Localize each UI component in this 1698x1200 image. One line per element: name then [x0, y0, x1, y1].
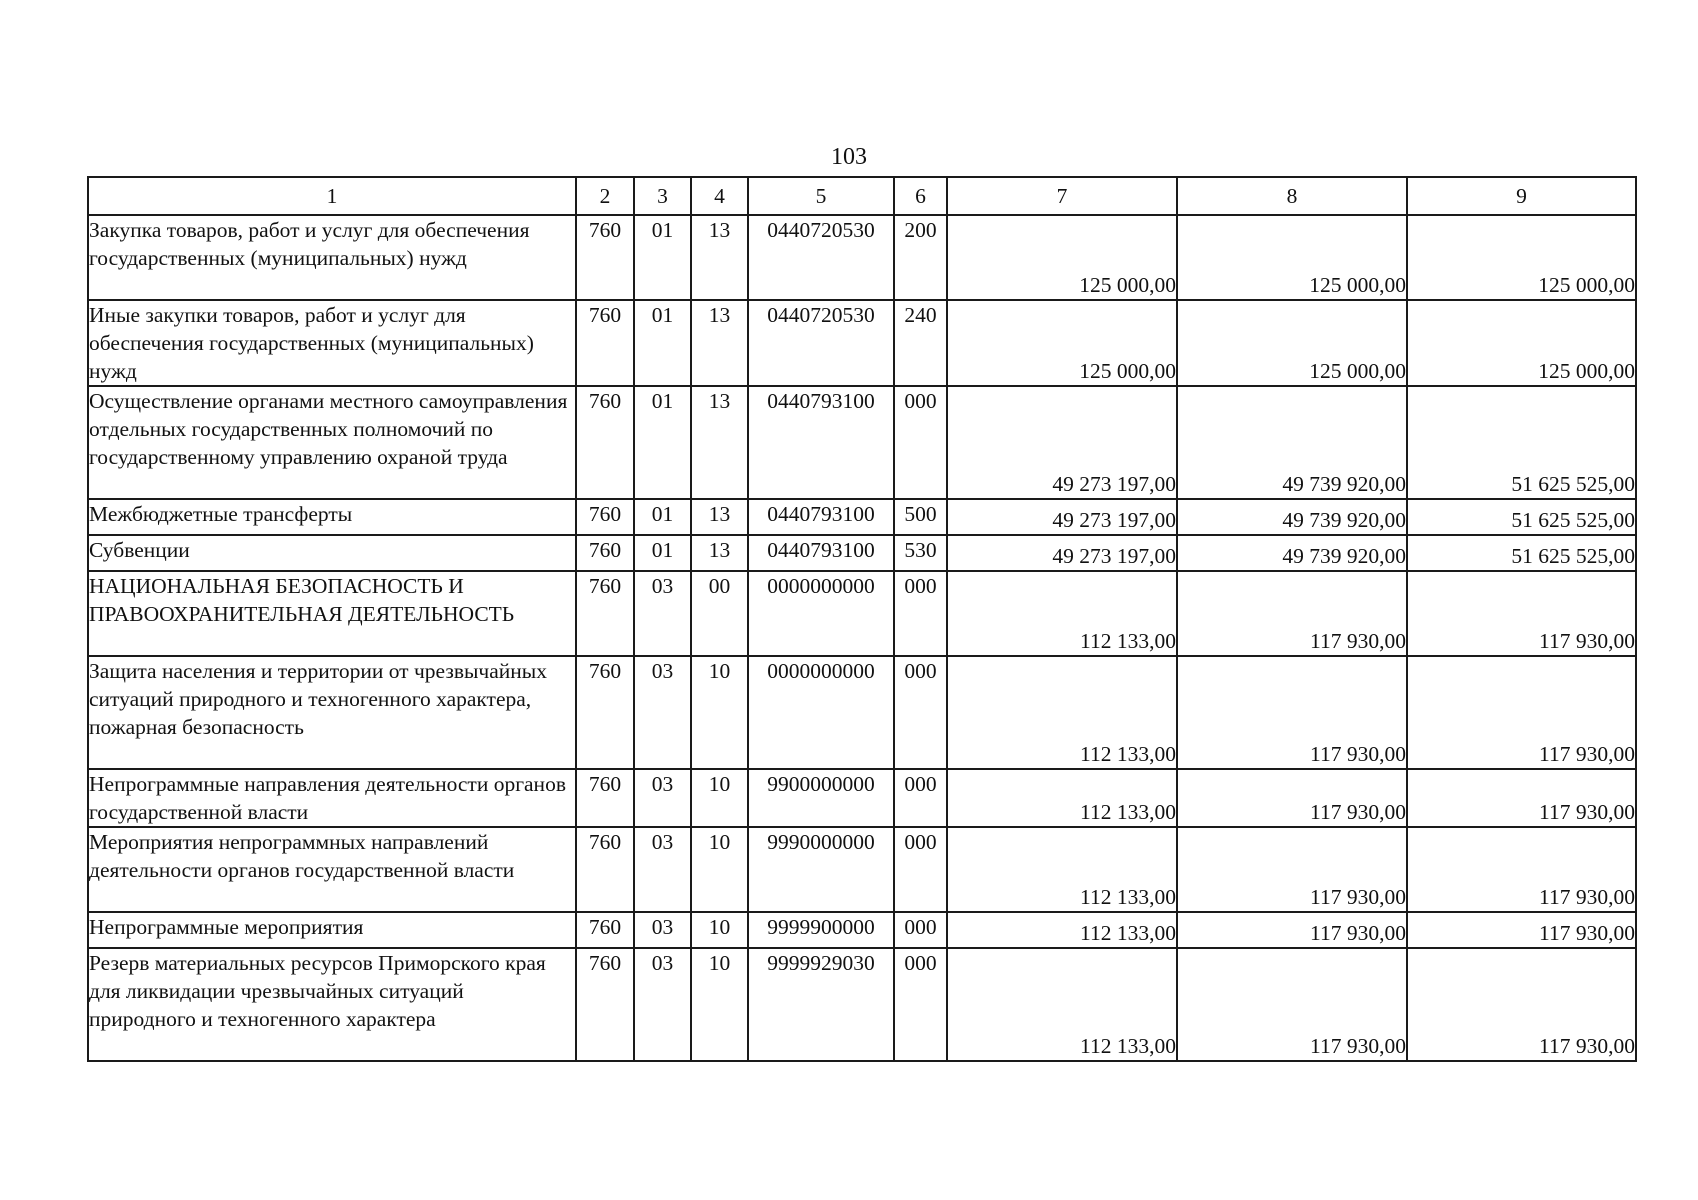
cell-expense-type: 500: [894, 499, 947, 535]
cell-subsection: 10: [691, 827, 748, 912]
column-header: 4: [691, 177, 748, 215]
cell-amount-7: 112 133,00: [947, 948, 1177, 1061]
cell-amount-8: 117 930,00: [1177, 948, 1407, 1061]
cell-admin-code: 760: [576, 769, 634, 827]
table-row: [88, 912, 1636, 948]
table-row: [88, 827, 1636, 912]
table-row: [88, 215, 1636, 300]
cell-name: Межбюджетные трансферты: [88, 499, 576, 535]
cell-amount-9: 117 930,00: [1407, 948, 1636, 1061]
cell-amount-7: 125 000,00: [947, 300, 1177, 386]
cell-subsection: 10: [691, 656, 748, 769]
cell-amount-8: 49 739 920,00: [1177, 386, 1407, 499]
cell-amount-9: 125 000,00: [1407, 215, 1636, 300]
cell-name: Осуществление органами местного самоуправления отдельных государственных полномочий по государственному управлению охраной труда: [88, 386, 576, 499]
cell-expense-type: 000: [894, 827, 947, 912]
cell-admin-code: 760: [576, 535, 634, 571]
cell-name: Субвенции: [88, 535, 576, 571]
table-row: [88, 948, 1636, 1061]
cell-amount-8: 49 739 920,00: [1177, 535, 1407, 571]
cell-amount-9: 117 930,00: [1407, 827, 1636, 912]
cell-section: 03: [634, 948, 691, 1061]
cell-target-article: 9990000000: [748, 827, 894, 912]
cell-amount-7: 112 133,00: [947, 827, 1177, 912]
cell-name: Резерв материальных ресурсов Приморского края для ликвидации чрезвычайных ситуаций природного и техногенного характера: [88, 948, 576, 1061]
cell-subsection: 10: [691, 769, 748, 827]
table-row: [88, 499, 1636, 535]
cell-target-article: 0000000000: [748, 656, 894, 769]
page-number: 103: [831, 144, 867, 170]
cell-amount-8: 49 739 920,00: [1177, 499, 1407, 535]
table-row: [88, 386, 1636, 499]
cell-amount-9: 51 625 525,00: [1407, 499, 1636, 535]
cell-amount-8: 117 930,00: [1177, 571, 1407, 656]
cell-name: Иные закупки товаров, работ и услуг для обеспечения государственных (муниципальных) нужд: [88, 300, 576, 386]
cell-admin-code: 760: [576, 499, 634, 535]
table-row: [88, 300, 1636, 386]
cell-amount-9: 117 930,00: [1407, 571, 1636, 656]
cell-target-article: 9999929030: [748, 948, 894, 1061]
cell-expense-type: 000: [894, 769, 947, 827]
cell-target-article: 9900000000: [748, 769, 894, 827]
cell-admin-code: 760: [576, 656, 634, 769]
table-row: [88, 571, 1636, 656]
cell-amount-8: 117 930,00: [1177, 769, 1407, 827]
cell-amount-7: 112 133,00: [947, 656, 1177, 769]
cell-section: 01: [634, 300, 691, 386]
cell-subsection: 10: [691, 948, 748, 1061]
cell-section: 03: [634, 827, 691, 912]
cell-section: 01: [634, 215, 691, 300]
cell-section: 01: [634, 499, 691, 535]
cell-amount-8: 125 000,00: [1177, 300, 1407, 386]
cell-amount-7: 125 000,00: [947, 215, 1177, 300]
cell-expense-type: 200: [894, 215, 947, 300]
cell-expense-type: 000: [894, 948, 947, 1061]
cell-admin-code: 760: [576, 571, 634, 656]
cell-amount-8: 125 000,00: [1177, 215, 1407, 300]
cell-target-article: 0000000000: [748, 571, 894, 656]
cell-name: Закупка товаров, работ и услуг для обеспечения государственных (муниципальных) нужд: [88, 215, 576, 300]
header-row: [88, 177, 1636, 215]
cell-name: Непрограммные направления деятельности органов государственной власти: [88, 769, 576, 827]
cell-admin-code: 760: [576, 386, 634, 499]
cell-amount-7: 49 273 197,00: [947, 535, 1177, 571]
cell-subsection: 13: [691, 300, 748, 386]
cell-target-article: 9999900000: [748, 912, 894, 948]
cell-admin-code: 760: [576, 827, 634, 912]
cell-amount-7: 112 133,00: [947, 571, 1177, 656]
cell-amount-7: 49 273 197,00: [947, 499, 1177, 535]
cell-amount-9: 51 625 525,00: [1407, 535, 1636, 571]
cell-amount-9: 51 625 525,00: [1407, 386, 1636, 499]
cell-amount-7: 112 133,00: [947, 912, 1177, 948]
cell-section: 03: [634, 571, 691, 656]
cell-amount-9: 117 930,00: [1407, 769, 1636, 827]
cell-expense-type: 530: [894, 535, 947, 571]
column-header: 7: [947, 177, 1177, 215]
cell-section: 01: [634, 535, 691, 571]
column-header: 3: [634, 177, 691, 215]
column-header: 2: [576, 177, 634, 215]
cell-amount-8: 117 930,00: [1177, 656, 1407, 769]
cell-expense-type: 000: [894, 571, 947, 656]
table-row: [88, 769, 1636, 827]
cell-name: Защита населения и территории от чрезвычайных ситуаций природного и техногенного характера, пожарная безопасность: [88, 656, 576, 769]
cell-target-article: 0440793100: [748, 499, 894, 535]
cell-section: 03: [634, 656, 691, 769]
cell-subsection: 00: [691, 571, 748, 656]
cell-amount-7: 49 273 197,00: [947, 386, 1177, 499]
cell-expense-type: 000: [894, 656, 947, 769]
cell-amount-7: 112 133,00: [947, 769, 1177, 827]
cell-admin-code: 760: [576, 948, 634, 1061]
cell-section: 03: [634, 912, 691, 948]
budget-table: [87, 176, 1637, 1062]
cell-expense-type: 000: [894, 912, 947, 948]
cell-amount-9: 125 000,00: [1407, 300, 1636, 386]
cell-subsection: 13: [691, 535, 748, 571]
cell-target-article: 0440793100: [748, 535, 894, 571]
cell-subsection: 13: [691, 215, 748, 300]
column-header: 8: [1177, 177, 1407, 215]
cell-expense-type: 000: [894, 386, 947, 499]
cell-subsection: 13: [691, 499, 748, 535]
cell-name: Непрограммные мероприятия: [88, 912, 576, 948]
cell-expense-type: 240: [894, 300, 947, 386]
cell-subsection: 10: [691, 912, 748, 948]
column-header: 5: [748, 177, 894, 215]
cell-amount-8: 117 930,00: [1177, 912, 1407, 948]
column-header: 6: [894, 177, 947, 215]
column-header: 1: [88, 177, 576, 215]
column-header: 9: [1407, 177, 1636, 215]
cell-section: 03: [634, 769, 691, 827]
cell-name: Мероприятия непрограммных направлений деятельности органов государственной власти: [88, 827, 576, 912]
cell-admin-code: 760: [576, 215, 634, 300]
cell-admin-code: 760: [576, 912, 634, 948]
cell-target-article: 0440793100: [748, 386, 894, 499]
table-row: [88, 535, 1636, 571]
cell-target-article: 0440720530: [748, 300, 894, 386]
cell-name: НАЦИОНАЛЬНАЯ БЕЗОПАСНОСТЬ И ПРАВООХРАНИТЕЛЬНАЯ ДЕЯТЕЛЬНОСТЬ: [88, 571, 576, 656]
cell-subsection: 13: [691, 386, 748, 499]
cell-target-article: 0440720530: [748, 215, 894, 300]
cell-admin-code: 760: [576, 300, 634, 386]
cell-section: 01: [634, 386, 691, 499]
cell-amount-9: 117 930,00: [1407, 912, 1636, 948]
cell-amount-9: 117 930,00: [1407, 656, 1636, 769]
cell-amount-8: 117 930,00: [1177, 827, 1407, 912]
table-row: [88, 656, 1636, 769]
